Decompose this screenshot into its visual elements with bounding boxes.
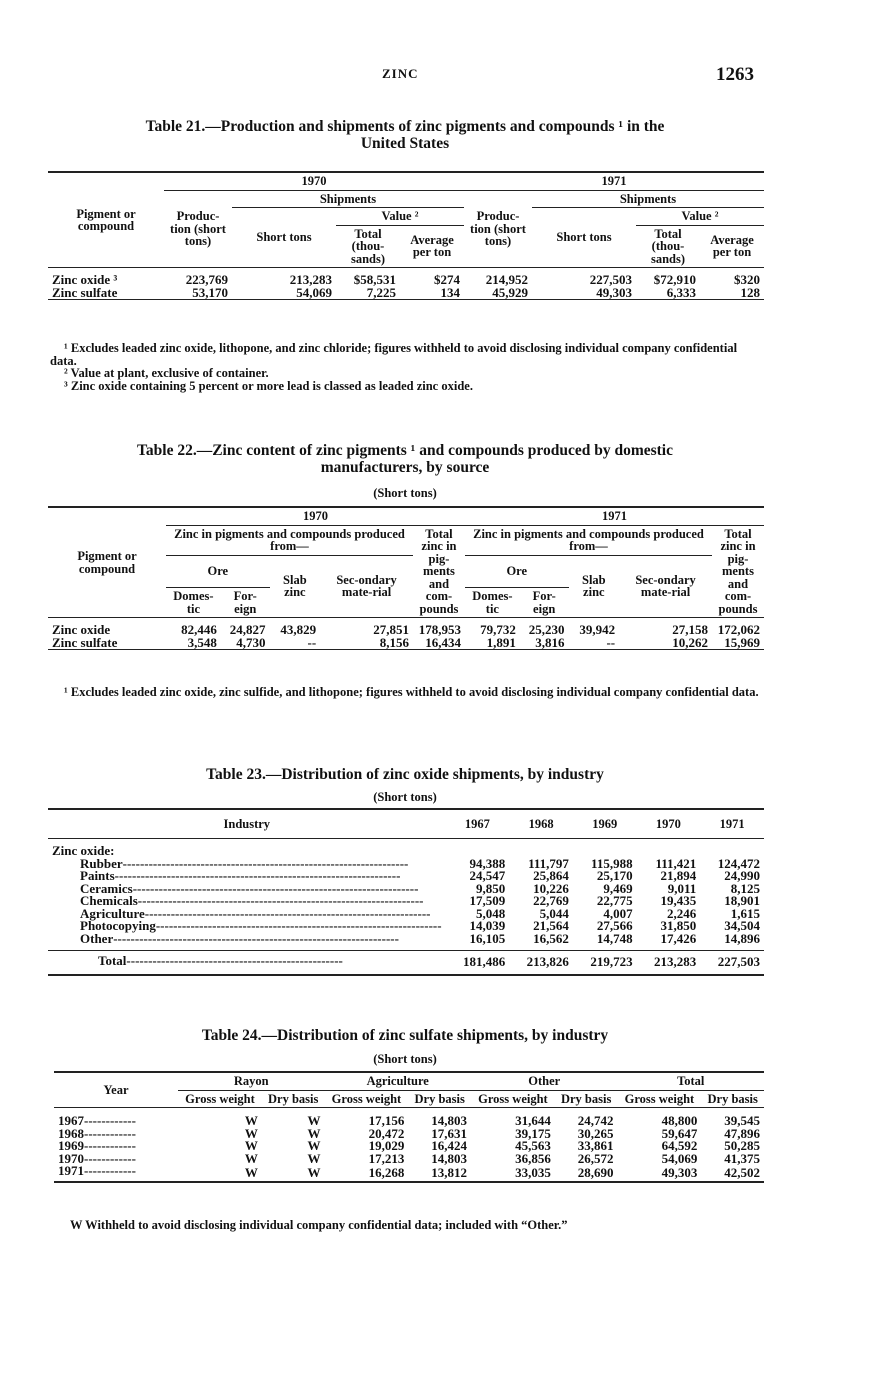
cell: 48,800 [661, 1113, 698, 1128]
table22-title-line2: manufacturers, by source [320, 459, 490, 476]
cell: 1,891 [486, 634, 516, 650]
cell: 47,896 [724, 1125, 760, 1141]
row-label: Photocopying------------------------------------------------------------------ [80, 918, 442, 933]
row-label: Zinc oxide ³ [52, 272, 118, 287]
cell: 41,375 [724, 1150, 760, 1166]
t21-total-1970: Total (thou-sands) [336, 225, 400, 268]
row-label: Zinc sulfate [52, 284, 118, 300]
t22-secondary-1971: Sec-ondary mate-rial [619, 555, 712, 618]
row-label: 1967------------ [58, 1113, 136, 1128]
cell: W [244, 1113, 258, 1128]
t21-value-1971: Value ² [636, 208, 764, 226]
t24-group-total: Total [617, 1072, 764, 1090]
cell: 82,446 [181, 622, 217, 637]
table22-title [40, 442, 770, 476]
t21-year2: 1971 [464, 172, 764, 190]
cell: 9,850 [476, 880, 506, 896]
t21-production-1970: Produc-tion (short tons) [164, 190, 232, 268]
cell: 19,435 [660, 893, 697, 908]
t21-footnotes [50, 342, 762, 392]
cell: 36,856 [515, 1150, 551, 1166]
table-row [54, 1128, 764, 1141]
t21-total-1971: Total (thou-sands) [636, 225, 700, 268]
cell: 227,503 [700, 951, 764, 975]
page-number: 1263 [716, 64, 754, 85]
table-row [54, 1140, 764, 1153]
cell: 24,827 [229, 622, 266, 637]
cell: 5,044 [539, 905, 569, 921]
t22-total-zinc-1971: Total zinc in pig-ments and com-pounds [712, 525, 764, 618]
t23-col-industry: Industry [223, 816, 271, 831]
t24-gross: Gross weight [324, 1090, 408, 1108]
cell: 33,861 [577, 1138, 614, 1153]
cell: 213,283 [289, 272, 332, 287]
table24 [54, 1071, 764, 1183]
cell: 21,564 [533, 918, 569, 933]
cell: $274 [434, 272, 460, 287]
t21-value-1970: Value ² [336, 208, 464, 226]
cell: 79,732 [480, 622, 516, 637]
row-label: Other------------------------------------------------------------------ [80, 930, 399, 946]
t21-short-tons-1970: Short tons [232, 208, 336, 268]
table24-title: Table 24.—Distribution of zinc sulfate shipments, by industry [201, 1027, 609, 1044]
cell: 14,803 [431, 1113, 467, 1128]
t22-total-zinc-1970: Total zinc in pig-ments and com-pounds [413, 525, 465, 618]
t21-average-1970: Average per ton [400, 225, 464, 268]
row-label: Rubber------------------------------------------------------------------ [80, 855, 409, 871]
cell: W [307, 1125, 321, 1141]
cell: 4,007 [603, 905, 633, 921]
cell: 128 [740, 284, 760, 300]
cell: 15,969 [724, 634, 760, 650]
cell: 39,175 [515, 1125, 551, 1141]
cell: 134 [440, 284, 460, 300]
cell: 3,548 [187, 634, 217, 650]
cell: 14,803 [431, 1150, 467, 1166]
cell: $320 [734, 272, 760, 287]
row-label: 1971------------ [58, 1163, 136, 1178]
table-row [54, 1153, 764, 1166]
cell: 3,816 [535, 634, 565, 650]
t23-year: 1971 [719, 816, 745, 831]
cell: 181,486 [446, 951, 510, 975]
t23-unit: (Short tons) [373, 790, 437, 804]
table23-title: Table 23.—Distribution of zinc oxide shipments, by industry [206, 766, 604, 783]
cell: 13,812 [431, 1164, 467, 1180]
cell: 21,894 [660, 868, 697, 883]
cell: 17,426 [660, 930, 697, 946]
cell: 43,829 [280, 622, 317, 637]
cell: 4,730 [236, 634, 266, 650]
table-row [48, 920, 764, 933]
cell: W [244, 1138, 258, 1153]
cell: 124,472 [717, 855, 760, 871]
running-header-title: ZINC [382, 66, 419, 81]
cell: 22,769 [533, 893, 569, 908]
cell: 59,647 [661, 1125, 698, 1141]
cell: 28,690 [577, 1164, 614, 1180]
cell: 8,156 [379, 634, 409, 650]
t24-group-rayon: Rayon [178, 1072, 324, 1090]
cell: 7,225 [366, 284, 396, 300]
row-label: 1969------------ [58, 1138, 136, 1153]
t24-unit: (Short tons) [373, 1052, 437, 1066]
footnote: ¹ Excludes leaded zinc oxide, lithopone, and zinc chloride; figures withheld to avoid disclosing individual company confidential data. [50, 341, 738, 368]
t22-footnotes [50, 686, 762, 699]
cell: 54,069 [661, 1150, 698, 1166]
row-label: Total-------------------------------------------------- [48, 951, 446, 975]
cell: 10,226 [533, 880, 569, 896]
t21-year1: 1970 [164, 172, 464, 190]
table21-title [40, 118, 770, 152]
cell: 9,469 [603, 880, 633, 896]
table-row [48, 274, 764, 287]
t22-slab-1970: Slab zinc [270, 555, 321, 618]
cell: 172,062 [717, 622, 760, 637]
t22-domestic-1971: Domes-tic [465, 588, 520, 618]
t24-footnote [70, 1219, 770, 1232]
cell: 19,029 [368, 1138, 405, 1153]
cell: 39,545 [724, 1113, 760, 1128]
t24-gross: Gross weight [471, 1090, 555, 1108]
t22-col-stub: Pigment or compound [48, 507, 166, 618]
cell: 33,035 [515, 1164, 551, 1180]
cell: W [307, 1138, 321, 1153]
cell: 25,230 [528, 622, 565, 637]
cell: 17,509 [469, 893, 506, 908]
t22-secondary-1970: Sec-ondary mate-rial [320, 555, 413, 618]
table-row [48, 637, 764, 650]
cell: W [244, 1150, 258, 1166]
row-label: Agriculture------------------------------------------------------------------ [80, 905, 431, 921]
cell: 111,421 [655, 855, 697, 871]
table22 [48, 506, 764, 650]
cell: 49,303 [596, 284, 632, 300]
table21-title-line1: Table 21.—Production and shipments of zinc pigments and compounds ¹ in the [145, 118, 665, 135]
t21-shipments-1971: Shipments [532, 190, 764, 208]
table23 [48, 808, 764, 976]
t22-year2: 1971 [465, 507, 764, 525]
t22-foreign-1970: For-eign [221, 588, 270, 618]
cell: 27,566 [596, 918, 633, 933]
cell: 45,929 [492, 284, 528, 300]
cell: 178,953 [418, 622, 461, 637]
t23-year: 1969 [592, 816, 618, 831]
cell: 39,942 [579, 622, 616, 637]
cell: 94,388 [469, 855, 506, 871]
t22-zinc-in-1971: Zinc in pigments and compounds produced from— [465, 525, 712, 555]
cell: 27,851 [373, 622, 409, 637]
cell: 16,434 [425, 634, 461, 650]
cell: 223,769 [185, 272, 228, 287]
t22-domestic-1970: Domes-tic [166, 588, 221, 618]
t23-year: 1967 [464, 816, 490, 831]
t21-col-stub: Pigment or compound [48, 172, 164, 268]
table-row [48, 895, 764, 908]
table-row [48, 883, 764, 896]
t23-group-label: Zinc oxide: [52, 843, 115, 858]
table-row [48, 933, 764, 946]
table-row [54, 1115, 764, 1128]
cell: 49,303 [661, 1164, 698, 1180]
t24-dry: Dry basis [555, 1090, 618, 1108]
cell: 227,503 [589, 272, 632, 287]
row-label: Ceramics------------------------------------------------------------------ [80, 880, 419, 896]
t24-group-agriculture: Agriculture [324, 1072, 470, 1090]
cell: 54,069 [296, 284, 332, 300]
row-label: Zinc oxide [52, 622, 111, 637]
cell: 50,285 [724, 1138, 760, 1153]
t24-col-year: Year [54, 1072, 178, 1108]
cell: 53,170 [192, 284, 228, 300]
cell: 24,547 [469, 868, 506, 883]
row-label: Chemicals------------------------------------------------------------------ [80, 893, 424, 908]
cell: 31,644 [515, 1113, 551, 1128]
t24-dry: Dry basis [408, 1090, 471, 1108]
t21-average-1971: Average per ton [700, 225, 764, 268]
row-label: 1970------------ [58, 1150, 136, 1166]
t21-production-1971: Produc-tion (short tons) [464, 190, 532, 268]
cell: 219,723 [573, 951, 637, 975]
footnote: ¹ Excludes leaded zinc oxide, zinc sulfide, and lithopone; figures withheld to avoid disclosing individual company confidential data. [64, 685, 759, 699]
total-row [48, 951, 764, 975]
t22-zinc-in-1970: Zinc in pigments and compounds produced from— [166, 525, 413, 555]
row-label: Paints------------------------------------------------------------------ [80, 868, 401, 883]
cell: 14,039 [469, 918, 506, 933]
table-row [48, 858, 764, 871]
cell: 8,125 [730, 880, 760, 896]
cell: 213,283 [637, 951, 701, 975]
cell: 111,797 [528, 855, 569, 871]
cell: 27,158 [672, 622, 708, 637]
t22-ore-1970: Ore [166, 555, 270, 588]
cell: 16,562 [533, 930, 569, 946]
cell: 26,572 [577, 1150, 614, 1166]
cell: 213,826 [509, 951, 573, 975]
cell: 42,502 [724, 1164, 760, 1180]
row-label: 1968------------ [58, 1125, 136, 1141]
cell: 17,631 [431, 1125, 467, 1141]
table-row [48, 287, 764, 300]
t21-short-tons-1971: Short tons [532, 208, 636, 268]
cell: 14,896 [724, 930, 760, 946]
cell: 18,901 [724, 893, 760, 908]
t24-gross: Gross weight [178, 1090, 262, 1108]
cell: -- [307, 634, 317, 650]
footnote: ³ Zinc oxide containing 5 percent or more lead is classed as leaded zinc oxide. [64, 378, 473, 393]
cell: 6,333 [666, 284, 696, 300]
cell: 10,262 [672, 634, 708, 650]
table-row [48, 870, 764, 883]
t24-gross: Gross weight [617, 1090, 701, 1108]
table-row [54, 1165, 764, 1182]
cell: 22,775 [596, 893, 633, 908]
t24-group-other: Other [471, 1072, 617, 1090]
cell: 25,864 [533, 868, 569, 883]
t21-shipments-1970: Shipments [232, 190, 464, 208]
cell: 20,472 [368, 1125, 405, 1141]
row-label: Zinc sulfate [52, 634, 118, 650]
cell: 34,504 [724, 918, 760, 933]
cell: 5,048 [476, 905, 506, 921]
cell: W [244, 1164, 258, 1180]
t22-foreign-1971: For-eign [520, 588, 569, 618]
footnote: W Withheld to avoid disclosing individual company confidential data; included with “Other.” [70, 1218, 568, 1232]
t22-unit: (Short tons) [373, 486, 437, 500]
cell: W [307, 1164, 321, 1180]
t23-year: 1968 [528, 816, 554, 831]
t24-dry: Dry basis [262, 1090, 325, 1108]
cell: 16,268 [368, 1164, 405, 1180]
cell: 214,952 [485, 272, 528, 287]
cell: 31,850 [660, 918, 697, 933]
cell: W [307, 1150, 321, 1166]
cell: W [244, 1125, 258, 1141]
cell: 14,748 [596, 930, 633, 946]
table21 [48, 171, 764, 300]
cell: 24,742 [577, 1113, 614, 1128]
table22-title-line1: Table 22.—Zinc content of zinc pigments ¹ and compounds produced by domestic [136, 442, 673, 459]
cell: 115,988 [591, 855, 633, 871]
t24-dry: Dry basis [701, 1090, 764, 1108]
t22-ore-1971: Ore [465, 555, 569, 588]
cell: 25,170 [596, 868, 633, 883]
cell: 16,424 [431, 1138, 467, 1153]
cell: 17,156 [368, 1113, 405, 1128]
cell: 17,213 [368, 1150, 405, 1166]
cell: $58,531 [353, 272, 396, 287]
table21-title-line2: United States [360, 135, 450, 152]
t23-year: 1970 [655, 816, 681, 831]
cell: 30,265 [577, 1125, 614, 1141]
cell: 64,592 [661, 1138, 698, 1153]
cell: 24,990 [724, 868, 760, 883]
cell: 2,246 [667, 905, 697, 921]
t22-slab-1971: Slab zinc [569, 555, 620, 618]
cell: 45,563 [515, 1138, 551, 1153]
cell: W [307, 1113, 321, 1128]
cell: 9,011 [667, 880, 697, 896]
cell: 1,615 [730, 905, 760, 921]
t22-year1: 1970 [166, 507, 465, 525]
cell: $72,910 [653, 272, 696, 287]
cell: -- [606, 634, 616, 650]
cell: 16,105 [469, 930, 506, 946]
footnote: ² Value at plant, exclusive of container. [64, 366, 269, 380]
